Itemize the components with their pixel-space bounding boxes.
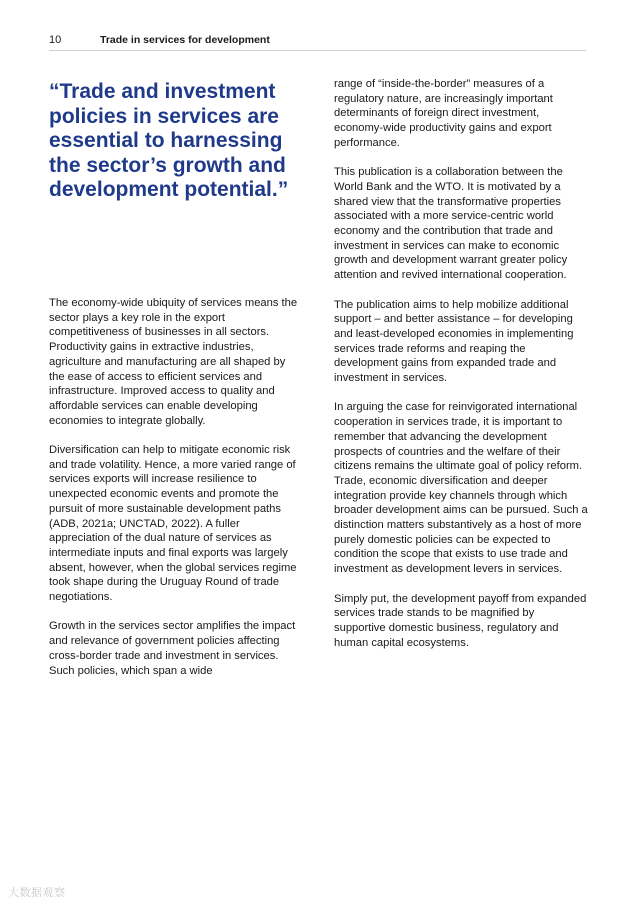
paragraph: Simply put, the development payoff from expanded services trade stands to be magnified by supportive domestic business, regulatory and human capital ecosystems.	[334, 592, 587, 649]
paragraph: Growth in the services sector amplifies the impact and relevance of government policies affecting cross-border trade and investment in services. Such policies, which span a wide	[49, 620, 296, 677]
paragraph: The economy-wide ubiquity of services means the sector plays a key role in the export competitiveness of businesses in all sectors. Productivity gains in extractive industries, agriculture and manufacturing are all shaped by the ease of access to efficient services and infrastructure. Improved access to quality and affordable services can enable developing economies to integrate globally.	[49, 297, 298, 427]
watermark: 大数据观察	[8, 887, 66, 899]
left-column	[49, 296, 303, 678]
right-column	[334, 77, 588, 650]
page-header	[49, 32, 586, 51]
paragraph: range of “inside-the-border” measures of a regulatory nature, are increasingly important determinants of foreign direct investment, economy-wide productivity gains and export performance.	[334, 78, 553, 149]
page-number: 10	[49, 34, 62, 46]
paragraph: Diversification can help to mitigate economic risk and trade volatility. Hence, a more varied range of services exports will increase resilience to unexpected economic events and promote the pursuit of more sustainable development paths (ADB, 2021a; UNCTAD, 2022). A fuller appreciation of the dual nature of services as intermediate inputs and final exports was largely absent, however, when the global services regime took shape during the Uruguay Round of trade negotiations.	[49, 444, 297, 604]
paragraph: This publication is a collaboration between the World Bank and the WTO. It is motivated by a shared view that the transformative properties associated with a more service-centric world economy and the contribution that trade and investment in services can make to economic growth and development warrant greater policy attention and revived international cooperation.	[334, 166, 568, 282]
pull-quote: “Trade and investment policies in services are essential to harnessing the sector’s growth and development potential.”	[49, 80, 289, 202]
paragraph: In arguing the case for reinvigorated international cooperation in services trade, it is important to remember that advancing the development prospects of countries and the welfare of their citizens remains the ultimate goal of policy reform. Trade, economic diversification and deeper integration provide key channels through which broader development aims can be pursued. Such a distinction matters substantively as a host of more purely domestic policies can be expected to condition the scope that exists to use trade and investment as development levers in services.	[334, 401, 588, 576]
paragraph: The publication aims to help mobilize additional support – and better assistance – for developing and least-developed economies in implementing services trade reforms and reaping the development gains from expanded trade and investment in services.	[334, 298, 574, 385]
running-title: Trade in services for development	[100, 34, 270, 46]
